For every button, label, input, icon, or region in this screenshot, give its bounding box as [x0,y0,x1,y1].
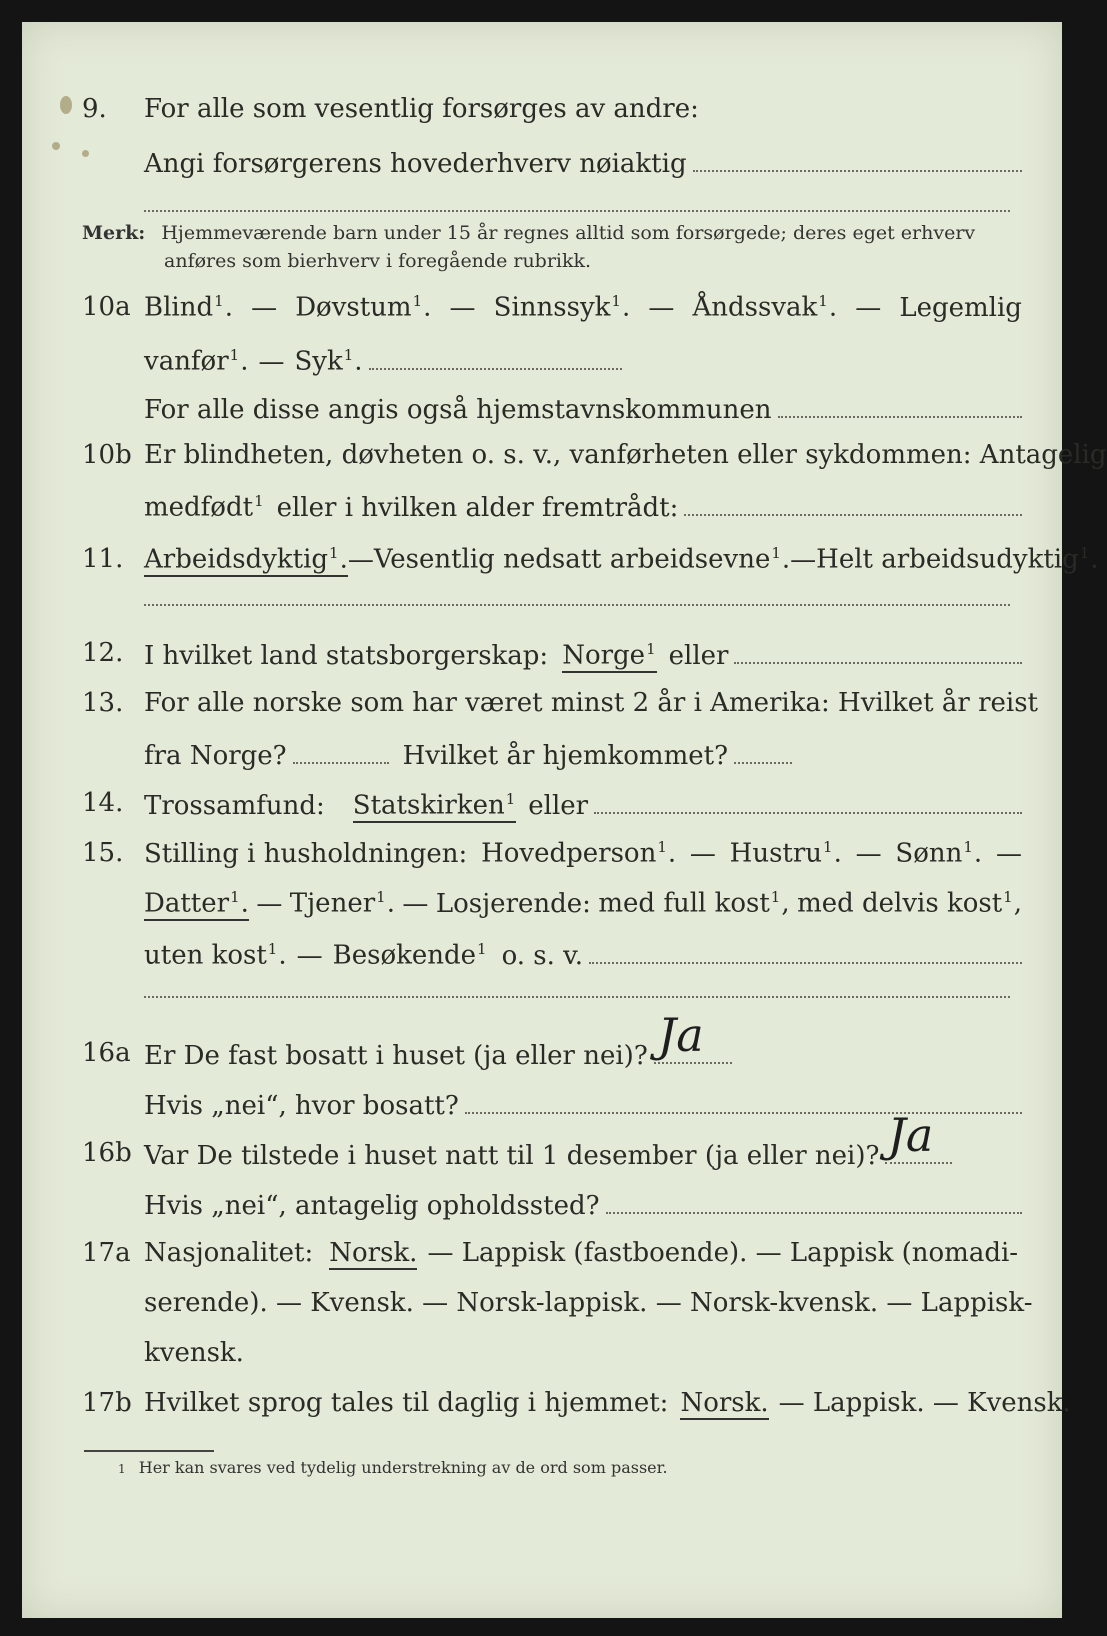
q10a-opt-blind[interactable]: Blind$^1$. [144,292,233,323]
q10b-alder-field[interactable] [684,490,1022,516]
q15-opt-tjener[interactable]: Tjener$^1$. [289,888,395,919]
q17b-options[interactable]: — Lappisk. — Kvensk. [778,1388,1071,1418]
q17a-opt-norsk[interactable]: Norsk. [329,1238,418,1268]
footnote [118,1458,668,1477]
q10a-hjemstavn-label: For alle disse angis også hjemstavnskommunen [144,395,772,425]
q9-text: For alle som vesentlig forsørges av andre: [144,94,699,124]
q17a-line3 [22,1334,1062,1378]
q17b-opt-norsk[interactable]: Norsk. [680,1388,769,1418]
merk-label: Merk: [82,222,146,244]
q17b-line [22,1384,1071,1428]
q10b-line1 [22,436,1107,480]
q12-other-field[interactable] [734,638,1022,664]
q14-eller: eller [528,791,589,821]
q10a-line3 [22,388,1062,432]
q11-number: 11. [82,544,124,574]
dash: — [648,292,675,323]
q12-label: I hvilket land statsborgerskap: [144,641,549,671]
dash: — [256,888,283,919]
q10a-opt-vanfor[interactable]: vanfør$^1$. [144,346,249,377]
q17a-line1 [22,1234,1062,1278]
q13-hjemkommet-label: Hvilket år hjemkommet? [402,741,729,771]
q15-osv: o. s. v. [501,941,584,971]
q16a-number: 16a [82,1038,131,1068]
dash: — [995,838,1022,869]
footnote-rule [84,1450,214,1452]
q16a-answer-field[interactable] [654,1008,732,1064]
q10a-opt-andssvak[interactable]: Åndssvak$^1$. [692,292,838,323]
q9-line2 [22,142,1062,186]
q10a-syk-field[interactable] [369,344,622,370]
q15-line3 [22,934,1062,978]
q12-number: 12. [82,638,124,668]
q9-occupation-field[interactable] [693,146,1022,172]
q12-eller: eller [668,641,729,671]
q16b-opphold-label: Hvis „nei“, antagelig opholdssted? [144,1191,600,1221]
q11-opt-arbeidsdyktig[interactable]: Arbeidsdyktig$^1$. [144,544,348,575]
q16b-line2 [22,1184,1062,1228]
q10a-line2 [22,340,1062,384]
dash: — [790,544,817,575]
q9-occupation-label: Angi forsørgerens hovederhverv nøiaktig [144,149,687,179]
q13-line1 [22,684,1062,728]
q13-reist-label: fra Norge? [144,741,287,771]
q17b-number: 17b [82,1388,132,1418]
q9-line1 [22,90,1062,134]
q14-other-field[interactable] [594,788,1022,814]
q14-opt-statskirken[interactable]: Statskirken$^1$ [352,790,516,821]
q17b-label: Hvilket sprog tales til daglig i hjemmet: [144,1388,669,1418]
q13-reist-field[interactable] [293,738,389,764]
q15-line2 [22,884,1062,928]
q10a-opt-sinnssyk[interactable]: Sinnssyk$^1$. [493,292,631,323]
q13-line2 [22,734,1062,778]
q9-number: 9. [82,94,107,124]
q10b-alder-label: eller i hvilken alder fremtrådt: [276,493,679,523]
q14-label: Trossamfund: [144,791,325,821]
census-form-page [22,22,1107,1618]
q15-opt-besokende[interactable]: Besøkende$^1$ [332,940,487,971]
q15-number: 15. [82,838,124,868]
dash: — [855,838,882,869]
q17a-options-line3[interactable]: kvensk. [144,1338,244,1368]
q11-opt-nedsatt[interactable]: Vesentlig nedsatt arbeidsevne$^1$. [373,544,791,575]
q10a-opt-syk[interactable]: Syk$^1$. [294,346,363,377]
dash: — [689,838,716,869]
q15-opt-uten-kost[interactable]: uten kost$^1$. [144,940,287,971]
q11-opt-udyktig[interactable]: Helt arbeidsudyktig$^1$. [816,544,1099,575]
q13-hjemkommet-field[interactable] [734,738,792,764]
q17a-options[interactable]: — Lappisk (fastboende). — Lappisk (nomadi- [427,1238,1019,1268]
dash: — [449,292,476,323]
q14-line [22,784,1062,828]
q15-extra-field[interactable] [144,996,1010,998]
q13-number: 13. [82,688,124,718]
q12-line [22,634,1062,678]
q17a-line2 [22,1284,1062,1328]
q15-other-field[interactable] [589,938,1022,964]
q12-opt-norge[interactable]: Norge$^1$ [562,640,656,671]
q15-line1 [22,834,1062,878]
q16a-bosatt-field[interactable] [465,1088,1022,1114]
q10a-opt-dovstum[interactable]: Døvstum$^1$. [295,292,432,323]
merk-note-line2 [164,250,591,272]
q15-opt-sonn[interactable]: Sønn$^1$. [895,838,983,869]
q10a-number: 10a [82,292,131,322]
dash: — [251,292,278,323]
q15-opt-full-kost[interactable]: med full kost$^1$, [598,888,790,919]
q11-extra-field[interactable] [144,604,1010,606]
q16a-line1 [22,1008,1062,1078]
q10a-opt-legemlig[interactable]: Legemlig [899,292,1022,323]
q10b-number: 10b [82,440,132,470]
q16b-opphold-field[interactable] [606,1188,1022,1214]
q16a-text: Er De fast bosatt i huset (ja eller nei)? [144,1041,648,1071]
q15-label: Stilling i husholdningen: [144,838,468,869]
q16a-handwritten-answer: Ja [657,1008,704,1062]
q16b-handwritten-answer: Ja [887,1108,934,1162]
q15-opt-hustru[interactable]: Hustru$^1$. [729,838,842,869]
q17a-options-line2[interactable]: serende). — Kvensk. — Norsk-lappisk. — Norsk-kvensk. — Lappisk- [144,1288,1033,1318]
q15-opt-delvis-kost[interactable]: med delvis kost$^1$, [797,888,1022,919]
q9-extra-field[interactable] [144,210,1010,212]
q15-opt-hovedperson[interactable]: Hovedperson$^1$. [481,838,677,869]
footnote-text: Her kan svares ved tydelig understrekning av de ord som passer. [138,1458,668,1477]
footnote-mark: 1 [118,1462,126,1476]
merk-line2: anføres som bierhverv i foregående rubrikk. [164,250,592,272]
q10b-line2 [22,486,1062,530]
q13-text: For alle norske som har været minst 2 år i Amerika: Hvilket år reist [144,688,1038,718]
q10a-hjemstavn-field[interactable] [778,392,1022,418]
merk-note [82,222,975,244]
q11-line [22,540,1099,584]
q16b-line1 [22,1108,1062,1178]
q10b-text: Er blindheten, døvheten o. s. v., vanførheten eller sykdommen: Antagelig [144,440,1107,470]
q10b-opt-medfodt[interactable]: medfødt$^1$ [144,492,264,523]
q16b-number: 16b [82,1138,132,1168]
q14-number: 14. [82,788,124,818]
merk-line1: Hjemmeværende barn under 15 år regnes alltid som forsørgede; deres eget erhverv [161,222,976,244]
dash: — [258,347,285,377]
q16a-bosatt-label: Hvis „nei“, hvor bosatt? [144,1091,459,1121]
q15-losjerende-label: Losjerende: [435,888,591,919]
dash: — [296,941,323,971]
q10a-line1 [22,288,1062,332]
q16b-text: Var De tilstede i huset natt til 1 desember (ja eller nei)? [144,1141,880,1171]
q17a-number: 17a [82,1238,131,1268]
dash: — [855,292,882,323]
dash: — [402,888,429,919]
q16b-answer-field[interactable] [885,1108,952,1164]
dash: — [347,544,374,575]
q17a-label: Nasjonalitet: [144,1238,314,1268]
q15-opt-datter[interactable]: Datter$^1$. [144,888,249,919]
